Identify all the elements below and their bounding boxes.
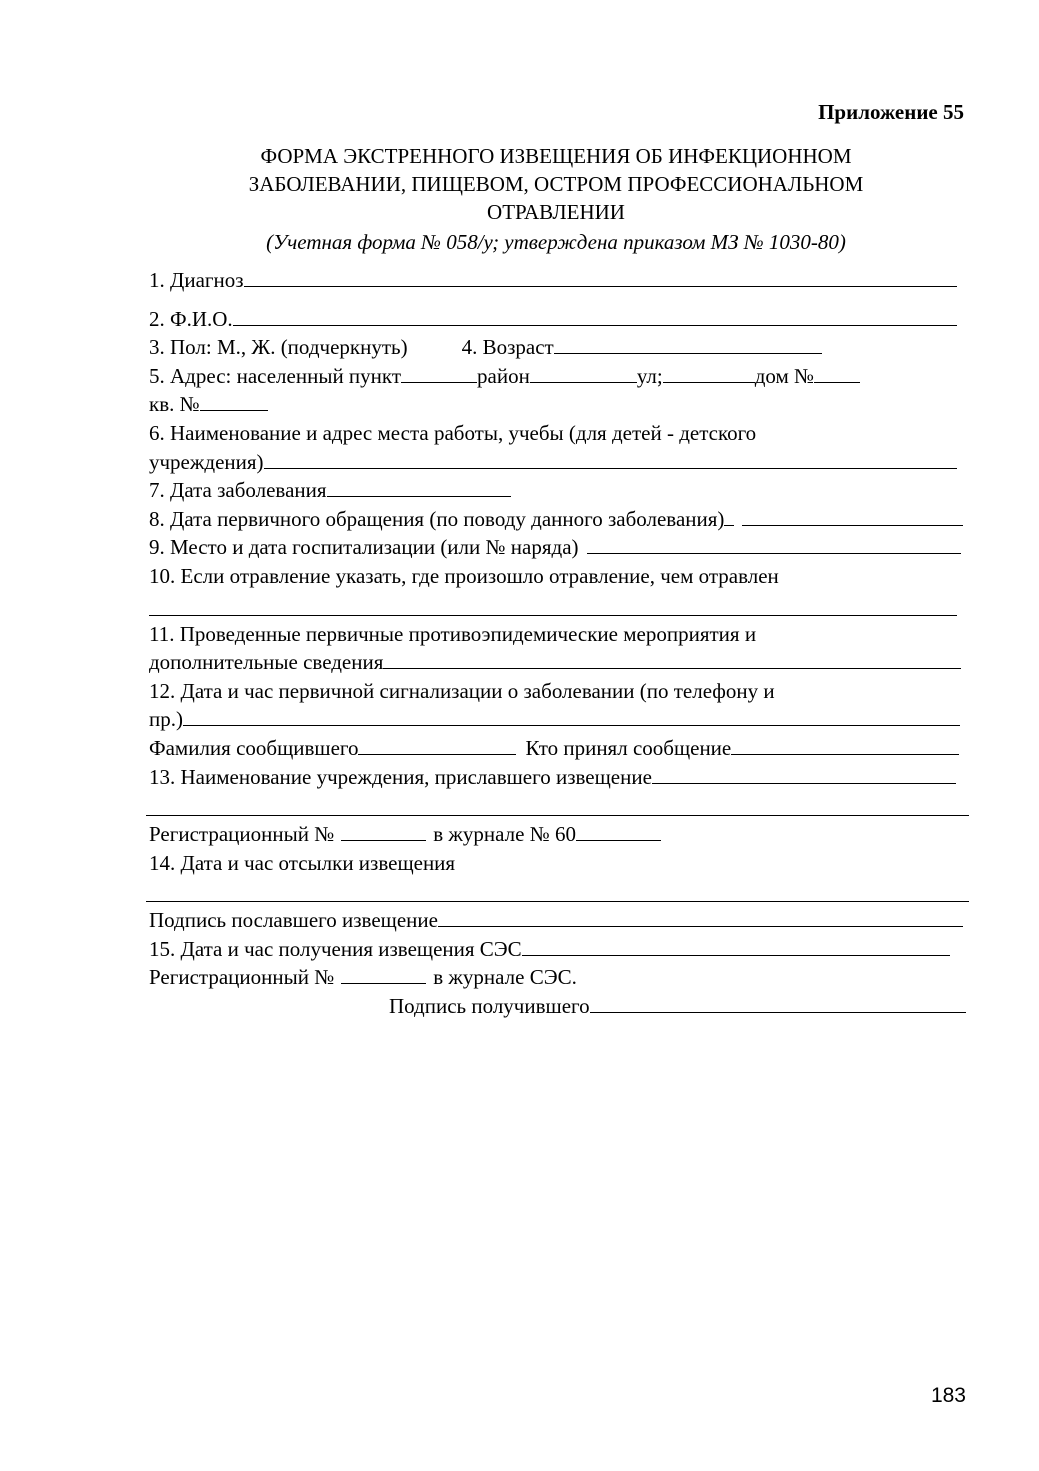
field-label: 13. Наименование учреждения, приславшего извещение bbox=[149, 764, 652, 789]
field-label: 7. Дата заболевания bbox=[149, 478, 327, 503]
reporter-blank[interactable] bbox=[358, 734, 516, 755]
field-institution bbox=[149, 763, 969, 792]
field-first-signal: 12. Дата и час первичной сигнализации о заболевании (по телефону и bbox=[149, 678, 775, 703]
field-label: 9. Место и дата госпитализации (или № наряда) bbox=[149, 535, 579, 560]
field-reporter-receiver bbox=[149, 734, 969, 763]
title-line: ФОРМА ЭКСТРЕННОГО ИЗВЕЩЕНИЯ ОБ ИНФЕКЦИОННОМ bbox=[260, 144, 852, 168]
field-measures: 11. Проведенные первичные противоэпидемические мероприятия и bbox=[149, 621, 757, 646]
field-label: кв. № bbox=[149, 392, 200, 417]
field-label: 8. Дата первичного обращения (по поводу данного заболевания) bbox=[149, 506, 725, 531]
received-date-blank[interactable] bbox=[522, 935, 950, 956]
workplace-blank[interactable] bbox=[264, 448, 957, 469]
form-subtitle: (Учетная форма № 058/у; утверждена приказом МЗ № 1030-80) bbox=[266, 230, 846, 254]
field-address bbox=[149, 362, 969, 391]
field-apartment bbox=[149, 390, 969, 419]
institution-blank-line[interactable] bbox=[146, 791, 969, 816]
field-label: 2. Ф.И.О. bbox=[149, 306, 233, 331]
form-title bbox=[150, 142, 962, 226]
reg-no-blank[interactable] bbox=[341, 820, 426, 841]
first-visit-blank[interactable] bbox=[742, 505, 963, 526]
field-label: Регистрационный № bbox=[149, 822, 335, 847]
field-sender-signature bbox=[149, 906, 969, 935]
field-recipient-signature bbox=[149, 992, 969, 1021]
diagnosis-blank[interactable] bbox=[244, 266, 957, 287]
locality-blank[interactable] bbox=[401, 362, 477, 383]
field-label: в журнале № 60 bbox=[433, 822, 577, 847]
field-label: Фамилия сообщившего bbox=[149, 735, 359, 760]
field-label: в журнале СЭС. bbox=[433, 965, 577, 990]
field-label: ул; bbox=[636, 363, 663, 388]
district-blank[interactable] bbox=[530, 362, 637, 383]
field-label: дополнительные сведения bbox=[149, 650, 384, 675]
field-label: дом № bbox=[754, 363, 815, 388]
age-blank[interactable] bbox=[554, 333, 822, 354]
sender-signature-blank[interactable] bbox=[438, 906, 963, 927]
measures-blank[interactable] bbox=[383, 648, 961, 669]
field-poisoning: 10. Если отравление указать, где произошло отравление, чем отравлен bbox=[149, 563, 779, 588]
house-blank[interactable] bbox=[814, 362, 860, 383]
hospitalization-blank[interactable] bbox=[587, 533, 961, 554]
field-hospitalization bbox=[149, 533, 969, 562]
journal-60-blank[interactable] bbox=[576, 820, 661, 841]
title-line: ЗАБОЛЕВАНИИ, ПИЩЕВОМ, ОСТРОМ ПРОФЕССИОНАЛЬНОМ bbox=[248, 172, 864, 196]
onset-date-blank[interactable] bbox=[327, 476, 511, 497]
field-sex-age bbox=[149, 333, 969, 362]
field-measures-cont bbox=[149, 648, 969, 677]
field-first-visit bbox=[149, 505, 969, 534]
field-diagnosis bbox=[149, 266, 969, 295]
field-label: 5. Адрес: населенный пункт bbox=[149, 363, 402, 388]
field-label: 1. Диагноз bbox=[149, 268, 244, 292]
field-label: Регистрационный № bbox=[149, 965, 335, 990]
field-sent-date: 14. Дата и час отсылки извещения bbox=[149, 850, 456, 875]
field-label: Подпись получившего bbox=[389, 994, 590, 1019]
field-label: учреждения) bbox=[149, 449, 264, 474]
full-name-blank[interactable] bbox=[233, 305, 957, 326]
reg-no-ses-blank[interactable] bbox=[341, 963, 426, 984]
field-label: 4. Возраст bbox=[461, 335, 554, 360]
poisoning-blank[interactable] bbox=[149, 591, 957, 616]
appendix-label: Приложение 55 bbox=[818, 100, 964, 124]
field-label: 3. Пол: М., Ж. (подчеркнуть) bbox=[149, 335, 408, 360]
field-label: 15. Дата и час получения извещения СЭС bbox=[149, 936, 522, 961]
title-line: ОТРАВЛЕНИИ bbox=[487, 200, 625, 224]
sent-date-blank[interactable] bbox=[146, 877, 969, 902]
notification-form bbox=[149, 266, 969, 1021]
institution-blank[interactable] bbox=[652, 763, 956, 784]
field-onset-date bbox=[149, 476, 969, 505]
field-workplace: 6. Наименование и адрес места работы, учебы (для детей - детского bbox=[149, 420, 757, 445]
field-label: пр.) bbox=[149, 707, 183, 732]
apartment-blank[interactable] bbox=[200, 390, 268, 411]
street-blank[interactable] bbox=[663, 362, 755, 383]
field-label: Подпись пославшего извещение bbox=[149, 908, 438, 933]
field-label: Кто принял сообщение bbox=[525, 735, 732, 760]
field-received-date bbox=[149, 935, 969, 964]
field-first-signal-cont bbox=[149, 705, 969, 734]
page-number: 183 bbox=[930, 1384, 966, 1407]
first-signal-blank[interactable] bbox=[183, 705, 960, 726]
field-registration-ses bbox=[149, 963, 969, 992]
receiver-blank[interactable] bbox=[731, 734, 959, 755]
field-workplace-cont bbox=[149, 448, 969, 477]
field-label: район bbox=[477, 363, 530, 388]
recipient-signature-blank[interactable] bbox=[590, 992, 966, 1013]
field-full-name bbox=[149, 305, 969, 334]
field-registration bbox=[149, 820, 969, 849]
